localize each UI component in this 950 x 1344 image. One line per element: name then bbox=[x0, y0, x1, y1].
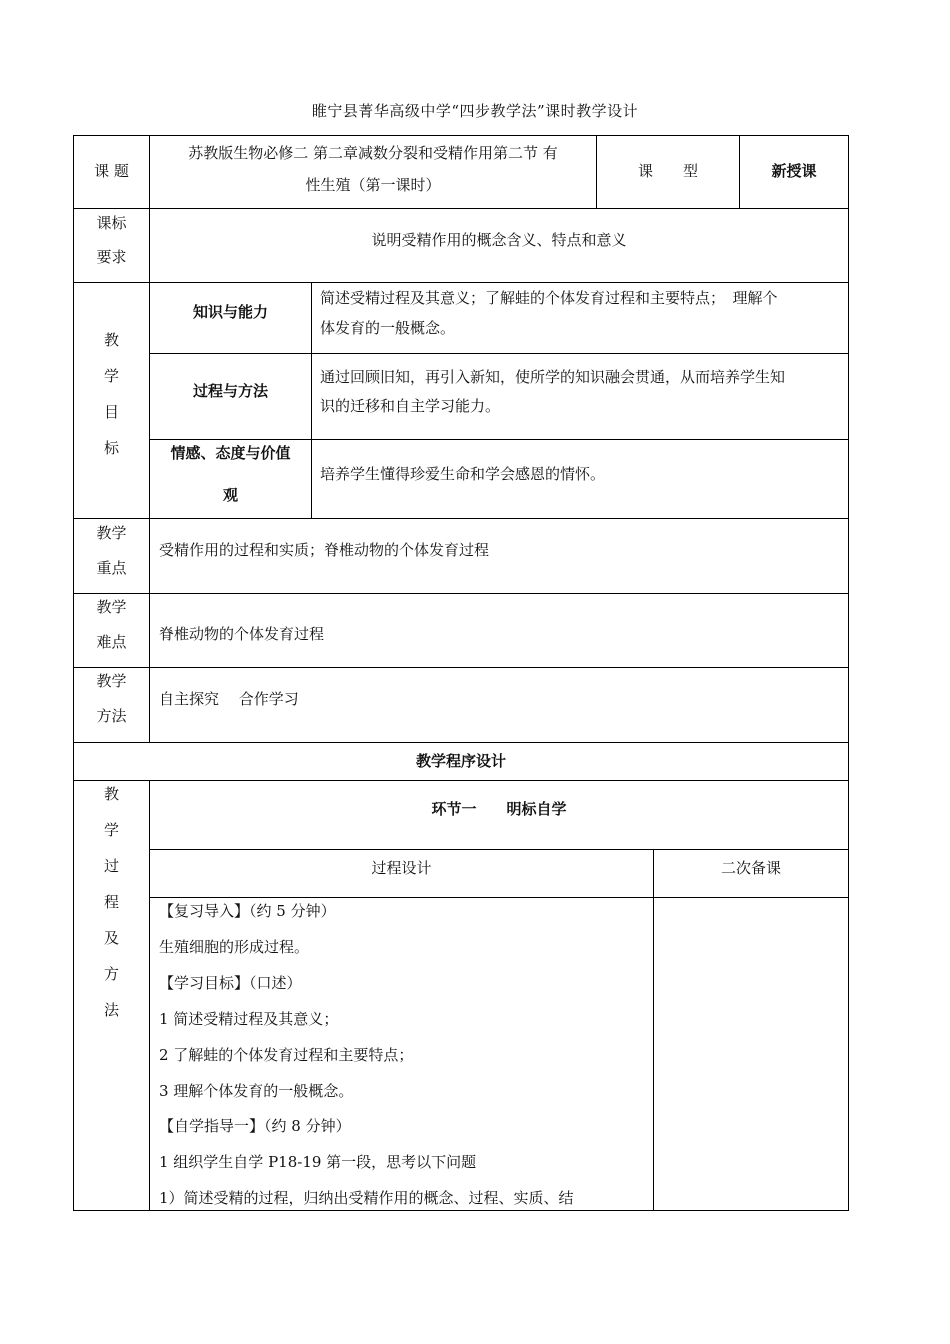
design-line: 1 组织学生自学 P18-19 第一段，思考以下问题 bbox=[159, 1153, 477, 1171]
objective-name-process: 过程与方法 bbox=[192, 382, 268, 400]
objectives-label-char-2: 学 bbox=[103, 367, 119, 385]
design-line: 生殖细胞的形成过程。 bbox=[159, 938, 310, 956]
topic-label: 课 题 bbox=[94, 162, 129, 180]
process-label-char-2: 学 bbox=[103, 821, 119, 839]
col-design-header: 过程设计 bbox=[371, 859, 432, 877]
design-line: 【学习目标】（口述） bbox=[159, 974, 302, 992]
methods-label-line2: 方法 bbox=[96, 707, 127, 725]
objectives-label-char-1: 教 bbox=[103, 331, 119, 349]
objectives-label-char-3: 目 bbox=[103, 403, 119, 421]
process-label-char-5: 及 bbox=[103, 929, 119, 947]
topic-value-line2: 性生殖（第一课时） bbox=[305, 176, 441, 194]
program-header: 教学程序设计 bbox=[415, 752, 506, 770]
difficulties-label-line1: 教学 bbox=[96, 598, 127, 616]
design-line: 3 理解个体发育的一般概念。 bbox=[159, 1082, 354, 1100]
objective-process-line2: 识的迁移和自主学习能力。 bbox=[320, 397, 501, 415]
col-second-header: 二次备课 bbox=[720, 859, 781, 877]
standard-label-line2: 要求 bbox=[96, 248, 127, 266]
design-line: 1 简述受精过程及其意义； bbox=[159, 1010, 339, 1028]
design-line: 1）简述受精的过程，归纳出受精作用的概念、过程、实质、结 bbox=[159, 1189, 574, 1207]
standard-value: 说明受精作用的概念含义、特点和意义 bbox=[371, 231, 627, 249]
process-label-char-7: 法 bbox=[103, 1001, 119, 1019]
keypoints-label-line1: 教学 bbox=[96, 524, 127, 542]
standard-label-line1: 课标 bbox=[96, 214, 127, 232]
lesson-type-label: 课 型 bbox=[637, 162, 698, 180]
difficulties-value: 脊椎动物的个体发育过程 bbox=[159, 625, 325, 643]
objective-name-emotion-line2: 观 bbox=[222, 486, 238, 504]
design-line: 【自学指导一】（约 8 分钟） bbox=[159, 1117, 351, 1135]
keypoints-label-line2: 重点 bbox=[96, 559, 127, 577]
design-line: 2 了解蛙的个体发育过程和主要特点； bbox=[159, 1046, 414, 1064]
lesson-type-value: 新授课 bbox=[771, 162, 817, 180]
objective-emotion-line1: 培养学生懂得珍爱生命和学会感恩的情怀。 bbox=[320, 465, 606, 483]
objective-name-emotion-line1: 情感、态度与价值 bbox=[170, 444, 291, 462]
keypoints-value: 受精作用的过程和实质；脊椎动物的个体发育过程 bbox=[159, 541, 490, 559]
objective-process-line1: 通过回顾旧知，再引入新知，使所学的知识融会贯通，从而培养学生知 bbox=[320, 368, 786, 386]
objective-knowledge-line1: 简述受精过程及其意义；了解蛙的个体发育过程和主要特点； 理解个 bbox=[320, 289, 778, 307]
process-label-char-4: 程 bbox=[103, 893, 119, 911]
methods-label-line1: 教学 bbox=[96, 672, 127, 690]
process-label-char-1: 教 bbox=[103, 785, 119, 803]
process-label-char-6: 方 bbox=[103, 965, 119, 983]
topic-value-line1: 苏教版生物必修二 第二章减数分裂和受精作用第二节 有 bbox=[188, 144, 558, 162]
objectives-label-char-4: 标 bbox=[103, 439, 119, 457]
objective-knowledge-line2: 体发育的一般概念。 bbox=[320, 319, 456, 337]
document-title: 睢宁县菁华高级中学“四步教学法”课时教学设计 bbox=[311, 102, 639, 120]
process-label-char-3: 过 bbox=[103, 857, 119, 875]
objective-name-knowledge: 知识与能力 bbox=[192, 303, 268, 321]
methods-value: 自主探究 合作学习 bbox=[159, 690, 299, 708]
difficulties-label-line2: 难点 bbox=[96, 633, 127, 651]
section-title: 环节一 明标自学 bbox=[431, 800, 567, 818]
design-line: 【复习导入】（约 5 分钟） bbox=[159, 902, 336, 920]
